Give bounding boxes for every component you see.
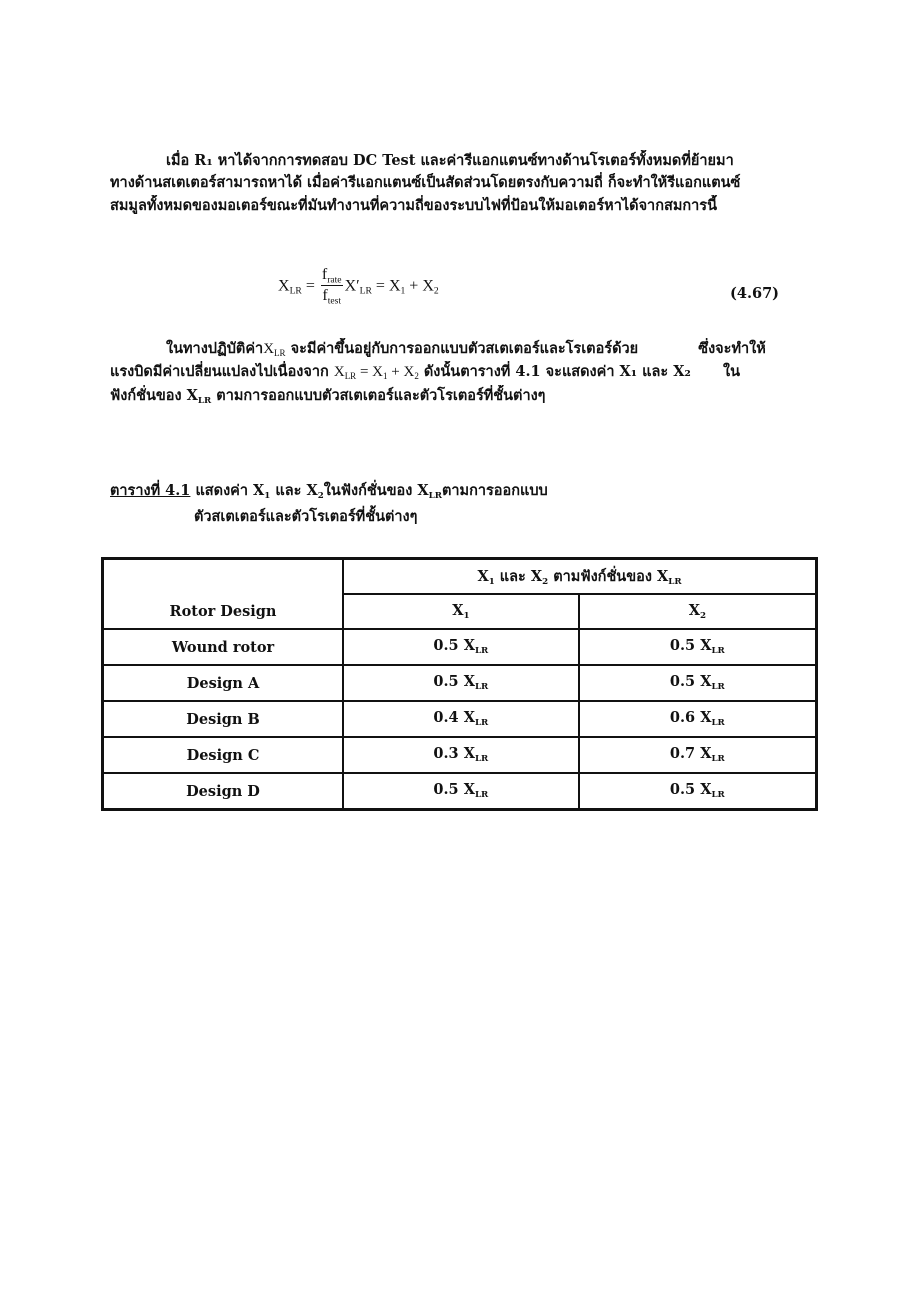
x1-cell [343,701,579,737]
unit-var: X [700,745,712,763]
paragraph-line [110,338,810,361]
text-run: ใน [722,363,740,381]
x2-cell [579,701,817,737]
unit-var: X [463,673,475,691]
paragraph-line [110,385,810,409]
eq-lhs-var: X [278,277,290,295]
text-run: ซึ่งจะทำให้ [698,340,766,357]
unit-var: X [463,781,475,799]
paragraph-line: ทางด้านสเตเตอร์สามารถหาได้ เมื่อค่ารีแอกแตนซ์เป็นสัดส่วนโดยตรงกับความถี่ ก็จะทำให้รีแอกแตนซ์ [110,174,741,192]
unit-sub: LR [474,682,489,693]
eq-den-sub: test [327,295,342,307]
caption-label: ตารางที่ 4.1 [110,482,191,499]
value: 0.5 [433,781,459,799]
value: 0.5 [433,673,459,691]
equation-number: (4.67) [730,285,780,302]
design-cell: Design B [103,701,344,737]
col-var: X [452,601,464,619]
unit-var: X [700,781,712,799]
eq-x2-var: X [422,277,434,295]
row-header-cell: Rotor Design [103,559,344,630]
rotor-design-table [101,557,818,811]
unit-sub: LR [711,682,725,693]
table-row [103,665,817,701]
group-header-text: X [477,568,489,585]
group-header-cell [343,559,817,595]
unit-var: X [463,637,475,655]
eq-prime-sub: LR [359,285,372,297]
table-row [103,629,817,665]
unit-sub: LR [711,754,725,765]
equation-4-67: $X_{LR}$ = $\frac{f_{rate}}{f_{test}}$ $X'_{LR} = X_1 + X_2$ [278,266,439,307]
practice-paragraph [110,338,810,408]
unit-sub: LR [474,646,489,657]
unit-sub: LR [474,790,489,801]
paragraph-line [110,361,810,384]
caption-sub: 1 [264,491,271,502]
group-header-sub: LR [668,577,682,588]
table-caption [110,478,810,530]
math-sub: LR [344,371,357,382]
col-sub: 2 [699,611,706,622]
table-row [103,773,817,810]
eq-lhs-sub: LR [289,285,302,297]
design-cell: Wound rotor [103,629,344,665]
text-run: ฟังก์ชั่นของ X [110,386,198,404]
math-var: X [333,364,345,381]
eq-num-sub: rate [327,274,342,286]
col-var: X [688,601,700,619]
x1-cell [343,737,579,773]
x2-cell [579,737,817,773]
group-header-sub: 2 [542,577,549,588]
col-header-x1 [343,594,579,629]
inline-math [263,341,285,357]
caption-text: และ X [270,482,318,499]
value: 0.5 [669,781,696,799]
text-run: จะมีค่าขึ้นอยู่กับการออกแบบตัวสเตเตอร์และโรเตอร์ด้วย [290,340,639,357]
x2-cell [579,773,817,810]
eq-prime-var: X′ [344,277,360,295]
caption-text: ในฟังก์ชั่นของ X [323,482,429,499]
col-header-x2 [579,594,817,629]
value: 0.4 [433,709,459,727]
x1-cell [343,629,579,665]
caption-sub: LR [428,491,442,502]
value: 0.7 [669,745,696,763]
eq-fraction [321,266,343,307]
group-header-sub: 1 [488,577,495,588]
x1-cell [343,665,579,701]
value: 0.3 [433,745,459,763]
intro-paragraph [110,150,810,217]
table-row [103,737,817,773]
unit-sub: LR [474,718,489,729]
paragraph-line: สมมูลทั้งหมดของมอเตอร์ขณะที่มันทำงานที่ความถี่ของระบบไฟที่ป้อนให้มอเตอร์หาได้จากสมการนี้ [110,196,718,214]
unit-var: X [700,637,712,655]
math-sub: 2 [414,371,419,382]
math-var: X [263,341,275,357]
group-header-text: และ X [494,568,543,585]
x1-cell [343,773,579,810]
group-header-text: ตามฟังก์ชั่นของ X [548,568,669,585]
eq-x1-var: X [388,277,401,295]
value: 0.5 [669,673,696,691]
math-sub: LR [274,348,286,359]
text-run: ในทางปฏิบัติค่า [166,340,264,357]
eq-den-var: f [322,287,328,305]
unit-var: X [463,709,475,727]
eq-x2-sub: 2 [433,285,439,297]
unit-var: X [700,673,712,691]
math-sub: 1 [383,371,388,382]
text-run: ดังนั้นตารางที่ 4.1 จะแสดงค่า X₁ และ X₂ [423,363,691,381]
unit-sub: LR [711,718,725,729]
x2-cell [579,665,817,701]
value: 0.5 [433,637,459,655]
inline-math: $X_{LR} = X_1 + X_2$ [333,364,419,382]
eq-num-var: f [321,266,328,283]
caption-line2: ตัวสเตเตอร์และตัวโรเตอร์ที่ชั้นต่างๆ [194,508,418,526]
paragraph-line: เมื่อ R₁ หาได้จากการทดสอบ DC Test และค่ารีแอกแตนซ์ทางด้านโรเตอร์ทั้งหมดที่ย้ายมา [166,152,734,169]
value: 0.6 [669,709,696,727]
table-row [103,701,817,737]
value: 0.5 [669,637,696,655]
caption-text: ตามการออกแบบ [441,482,548,499]
caption-sub: 2 [317,491,324,502]
unit-var: X [463,745,475,763]
text-run: ตามการออกแบบตัวสเตเตอร์และตัวโรเตอร์ที่ชั้นต่างๆ [211,386,546,404]
unit-sub: LR [474,754,489,765]
design-cell: Design C [103,737,344,773]
unit-var: X [700,709,712,727]
design-cell: Design A [103,665,344,701]
caption-text: แสดงค่า X [190,482,265,499]
design-cell: Design D [103,773,344,810]
math-var: X [403,364,415,381]
eq-x1-sub: 1 [400,285,406,297]
col-sub: 1 [463,611,470,622]
unit-sub: LR [711,790,725,801]
text-sub: LR [197,395,212,406]
unit-sub: LR [711,646,725,657]
x2-cell [579,629,817,665]
text-run: แรงบิดมีค่าเปลี่ยนแปลงไปเนื่องจาก [110,363,329,381]
math-var: X [372,364,384,381]
